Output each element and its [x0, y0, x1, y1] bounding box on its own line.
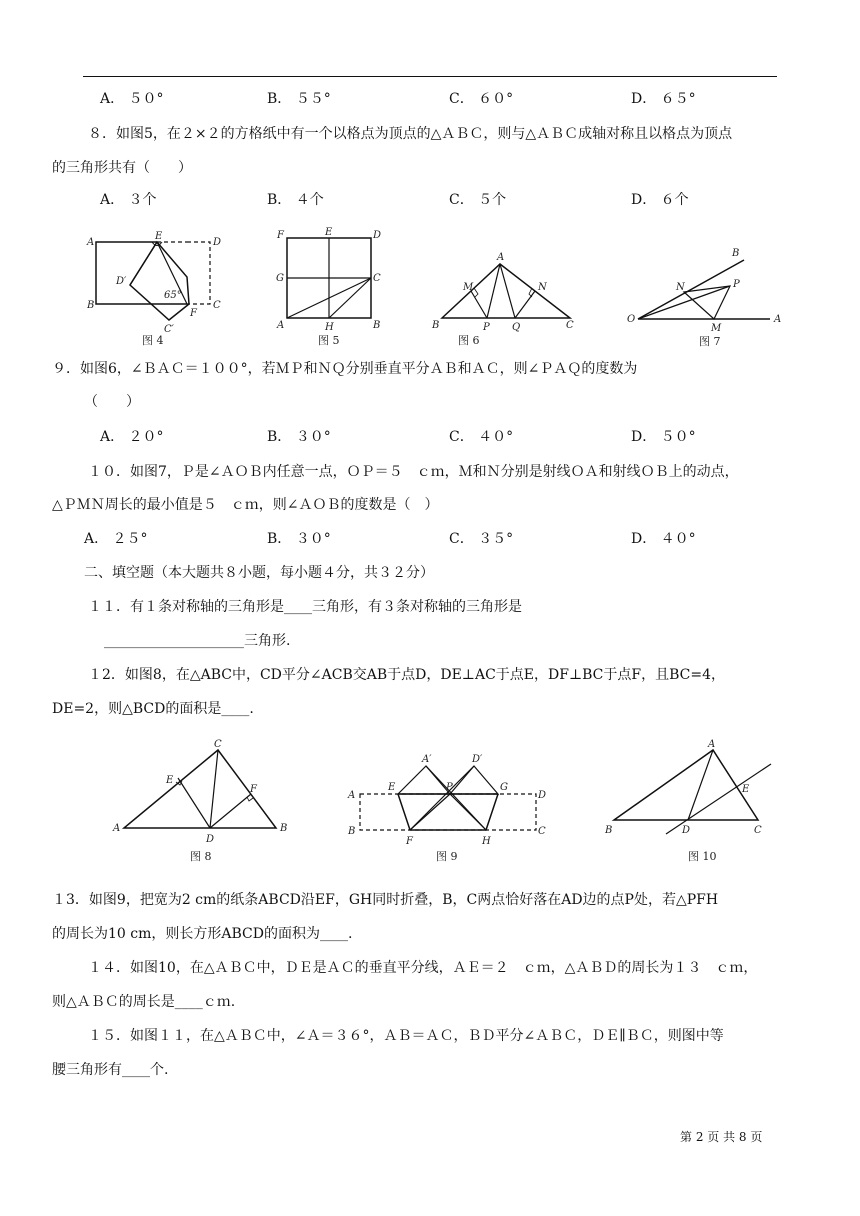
fig4-label-b: B [87, 300, 95, 311]
fig4-label-f: F [190, 308, 197, 319]
fig9-label-c: C [538, 826, 546, 837]
q9-option-d: D． ５０° [631, 429, 696, 445]
fig5-label-d: D [373, 230, 382, 241]
fig10-caption: 图 10 [688, 850, 717, 863]
q12-text-line2: DE=2，则△BCD的面积是____. [52, 701, 254, 717]
q8-option-c: C． ５个 [449, 192, 507, 208]
q14-text-line1: １４．如图10，在△ＡＢＣ中，ＤＥ是ＡＣ的垂直平分线，ＡＥ＝２ ｃｍ，△ＡＢＤ的周长为１３ ｃｍ， [88, 960, 758, 976]
fig5-label-e: E [325, 227, 333, 238]
q10-option-a: A． ２５° [84, 531, 148, 547]
q9-option-c: C． ４０° [449, 429, 514, 445]
q14-text-line2: 则△ＡＢＣ的周长是____ｃｍ. [52, 994, 236, 1010]
fig6-label-n: N [538, 282, 547, 293]
fig10-label-b: B [605, 825, 613, 836]
fig8-label-a: A [113, 823, 121, 834]
fig10-label-c: C [754, 825, 762, 836]
figure-9 [340, 748, 560, 866]
q7-option-c: C． ６０° [449, 91, 514, 107]
q10-option-d: D． ４０° [631, 531, 696, 547]
fig9-label-f: F [406, 836, 413, 847]
fig10-label-e: E [742, 784, 750, 795]
fig6-label-m: M [463, 282, 474, 293]
fig6-caption: 图 6 [458, 334, 480, 347]
q8-text-line1: ８．如图5，在２×２的方格纸中有一个以格点为顶点的△ＡＢＣ，则与△ＡＢＣ成轴对称且以格点为顶点 [88, 126, 733, 142]
page-number: 第 2 页 共 8 页 [680, 1130, 763, 1144]
fig4-label-angle: 65° [164, 290, 182, 301]
fig9-label-d: D [538, 790, 547, 801]
fig9-label-g: G [500, 782, 508, 793]
q9-option-a: A． ２０° [100, 429, 164, 445]
q10-text-line1: １０．如图7，Ｐ是∠ＡＯＢ内任意一点，ＯＰ＝５ ｃｍ，Ｍ和Ｎ分别是射线ＯＡ和射线ＯＢ上的动点， [88, 464, 739, 480]
figure-7 [622, 244, 792, 348]
q9-text-line1: ９．如图6，∠ＢＡＣ＝１００°，若ＭＰ和ＮＱ分别垂直平分ＡＢ和ＡＣ，则∠ＰＡＱ的度数为 [52, 361, 638, 377]
fig4-caption: 图 4 [142, 334, 164, 347]
q7-option-a: A． ５０° [100, 91, 164, 107]
fig9-label-e: E [388, 782, 396, 793]
fig8-label-c: C [214, 739, 222, 750]
fig8-caption: 图 8 [190, 850, 212, 863]
fig9-label-h: H [482, 836, 491, 847]
fig5-caption: 图 5 [318, 334, 340, 347]
figure-6 [428, 248, 588, 352]
q13-text-line2: 的周长为10 cm，则长方形ABCD的面积为____. [52, 926, 353, 942]
q10-option-c: C． ３５° [449, 531, 514, 547]
figure-8 [108, 734, 298, 866]
q8-text-line2: 的三角形共有（ ） [52, 160, 192, 176]
fig8-label-e: E [166, 775, 174, 786]
q12-text-line1: １2．如图8，在△ABC中，CD平分∠ACB交AB于点D，DE⊥AC于点E，DF⊥BC于点F，且BC=4， [88, 667, 725, 683]
fig9-caption: 图 9 [436, 850, 458, 863]
fig5-label-b: B [373, 320, 381, 331]
q15-text-line2: 腰三角形有____个. [52, 1062, 169, 1078]
q8-option-b: B． ４个 [267, 192, 324, 208]
q8-option-a: A． ３个 [100, 192, 157, 208]
fig9-label-a-prime: A′ [422, 754, 432, 765]
fig8-label-d: D [206, 834, 215, 845]
q7-option-d: D． ６５° [631, 91, 696, 107]
q11-text-line2: ____________________三角形. [104, 633, 291, 649]
fig5-label-c: C [373, 273, 381, 284]
fig9-label-b: B [348, 826, 356, 837]
fig9-label-p: P [446, 782, 453, 793]
fig5-label-g: G [276, 273, 284, 284]
fig7-label-o: O [627, 314, 636, 325]
q15-text-line1: １５．如图１１，在△ＡＢＣ中，∠Ａ＝３６°，ＡＢ＝ＡＣ，ＢＤ平分∠ＡＢＣ，ＤＥ∥ＢＣ，则图中等 [88, 1028, 724, 1044]
fig6-label-a: A [497, 252, 505, 263]
fig4-label-d: D [213, 237, 222, 248]
fig4-label-e: E [155, 231, 163, 242]
fig7-label-m: M [711, 323, 722, 334]
fig8-label-f: F [250, 784, 257, 795]
fig8-label-b: B [280, 823, 288, 834]
fig7-label-b: B [732, 248, 740, 259]
q11-text-line1: １１．有１条对称轴的三角形是____三角形，有３条对称轴的三角形是 [88, 599, 522, 615]
section-2-heading: 二、填空题（本大题共８小题，每小题４分，共３２分） [84, 565, 434, 581]
fig7-label-p: P [733, 279, 740, 290]
fig6-label-p: P [483, 322, 490, 333]
fig4-label-d-prime: D′ [116, 276, 127, 287]
q13-text-line1: １3．如图9，把宽为2 cm的纸条ABCD沿EF，GH同时折叠，B，C两点恰好落在AD边的点P处，若△PFH [52, 892, 719, 908]
fig6-label-b: B [432, 320, 440, 331]
header-rule [83, 76, 777, 77]
fig9-label-d-prime: D′ [472, 754, 483, 765]
q9-text-line2: （ ） [84, 394, 140, 410]
q10-text-line2: △ＰＭＮ周长的最小值是５ ｃｍ，则∠ＡＯＢ的度数是（ ） [52, 497, 439, 513]
fig5-label-h: H [325, 322, 334, 333]
fig7-label-n: N [676, 282, 685, 293]
q10-option-b: B． ３０° [267, 531, 331, 547]
fig5-label-a: A [277, 320, 285, 331]
fig5-label-f: F [277, 230, 284, 241]
fig9-label-a: A [348, 790, 356, 801]
q7-option-b: B． ５５° [267, 91, 331, 107]
fig10-label-d: D [682, 825, 691, 836]
fig4-label-c: C [213, 300, 221, 311]
q9-option-b: B． ３０° [267, 429, 331, 445]
figure-4 [84, 230, 234, 350]
fig4-label-a: A [87, 237, 95, 248]
q8-option-d: D． ６个 [631, 192, 689, 208]
figure-10 [596, 734, 786, 866]
fig6-label-q: Q [512, 322, 521, 333]
fig10-label-a: A [708, 739, 716, 750]
figure-5 [272, 228, 392, 350]
fig7-label-a: A [774, 314, 782, 325]
fig4-label-c-prime: C′ [164, 324, 174, 335]
fig7-caption: 图 7 [699, 335, 721, 348]
fig6-label-c: C [566, 320, 574, 331]
